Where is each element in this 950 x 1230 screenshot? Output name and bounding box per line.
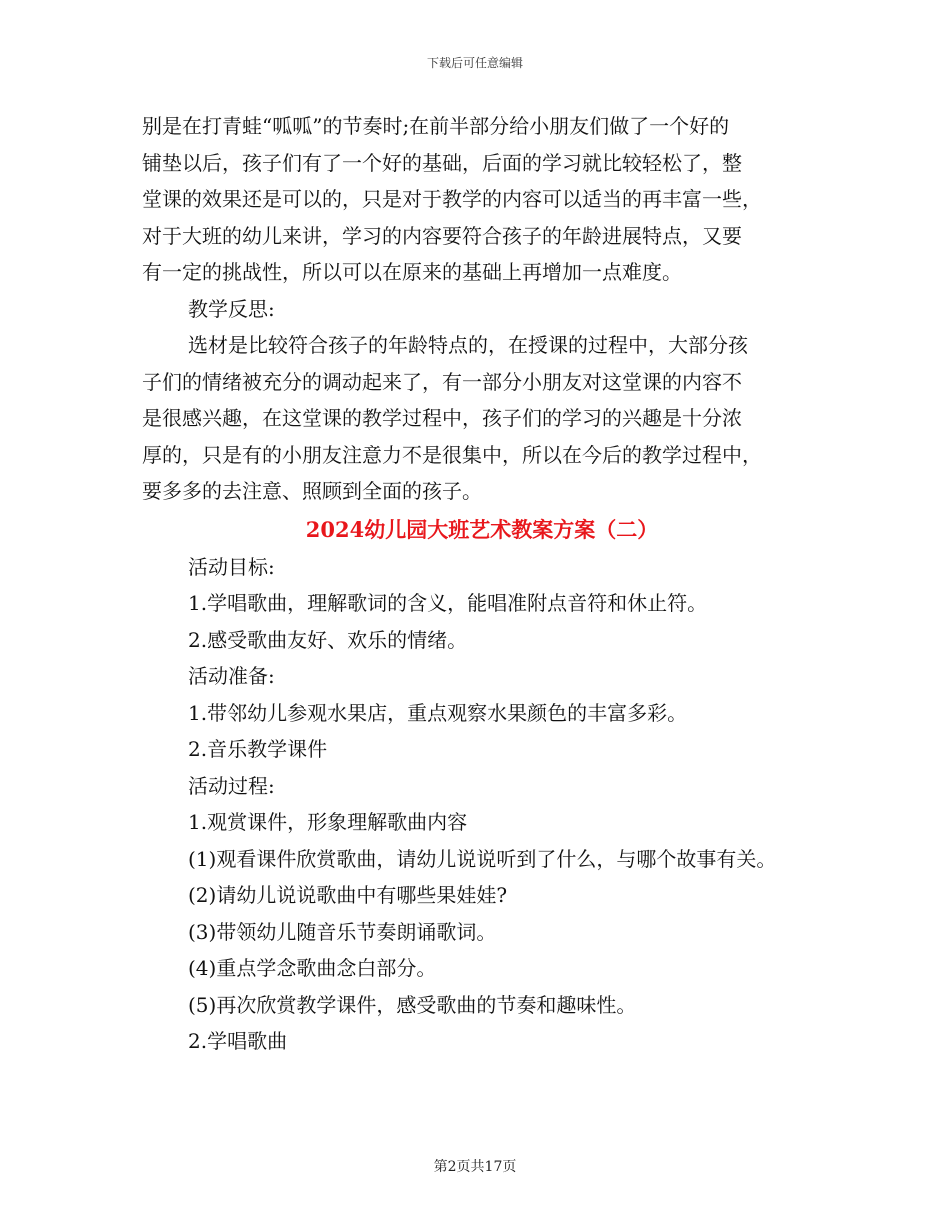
activity-line: (1)观看课件欣赏歌曲，请幼儿说说听到了什么，与哪个故事有关。	[188, 846, 777, 871]
activity-line: 活动过程:	[188, 773, 275, 798]
body-line: 堂课的效果还是可以的，只是对于教学的内容可以适当的再丰富一些，	[142, 187, 762, 211]
page-indicator: 第2页共17页	[433, 1159, 517, 1175]
body-line: 铺垫以后，孩子们有了一个好的基础，后面的学习就比较轻松了，整	[142, 150, 742, 175]
document-body	[142, 108, 822, 1060]
activity-line: 2.音乐教学课件	[188, 737, 328, 761]
body-line: 对于大班的幼儿来讲，学习的内容要符合孩子的年龄进展特点，又要	[142, 223, 742, 248]
body-line: 别是在打青蛙“呱呱”的节奏时;在前半部分给小朋友们做了一个好的	[142, 114, 730, 138]
reflection-line: 是很感兴趣，在这堂课的教学过程中，孩子们的学习的兴趣是十分浓	[142, 406, 742, 430]
header-note: 下载后可任意编辑	[426, 56, 523, 70]
reflection-line: 选材是比较符合孩子的年龄特点的，在授课的过程中，大部分孩	[188, 333, 748, 357]
activity-line: 1.学唱歌曲，理解歌词的含义，能唱准附点音符和休止符。	[188, 591, 708, 615]
activity-line: 1.观赏课件，形象理解歌曲内容	[188, 810, 468, 834]
activity-line: (2)请幼儿说说歌曲中有哪些果娃娃?	[188, 883, 508, 907]
activity-line: 2.学唱歌曲	[188, 1029, 288, 1053]
body-line: 有一定的挑战性，所以可以在原来的基础上再增加一点难度。	[142, 260, 682, 284]
activity-line: 活动目标:	[188, 554, 275, 579]
reflection-line: 要多多的去注意、照顾到全面的孩子。	[142, 479, 482, 503]
activity-line: (4)重点学念歌曲念白部分。	[188, 956, 437, 980]
activity-line: (3)带领幼儿随音乐节奏朗诵歌词。	[188, 919, 497, 944]
activity-line: 2.感受歌曲友好、欢乐的情绪。	[188, 627, 468, 652]
reflection-heading: 教学反思:	[188, 296, 275, 321]
activity-line: 1.带邻幼儿参观水果店，重点观察水果颜色的丰富多彩。	[188, 700, 688, 725]
reflection-line: 厚的，只是有的小朋友注意力不是很集中，所以在今后的教学过程中，	[142, 442, 762, 467]
reflection-line: 子们的情绪被充分的调动起来了，有一部分小朋友对这堂课的内容不	[142, 369, 742, 394]
activity-line: (5)再次欣赏教学课件，感受歌曲的节奏和趣味性。	[188, 992, 637, 1017]
section-title: 2024幼儿园大班艺术教案方案（二）	[305, 516, 659, 542]
activity-line: 活动准备:	[188, 664, 275, 688]
